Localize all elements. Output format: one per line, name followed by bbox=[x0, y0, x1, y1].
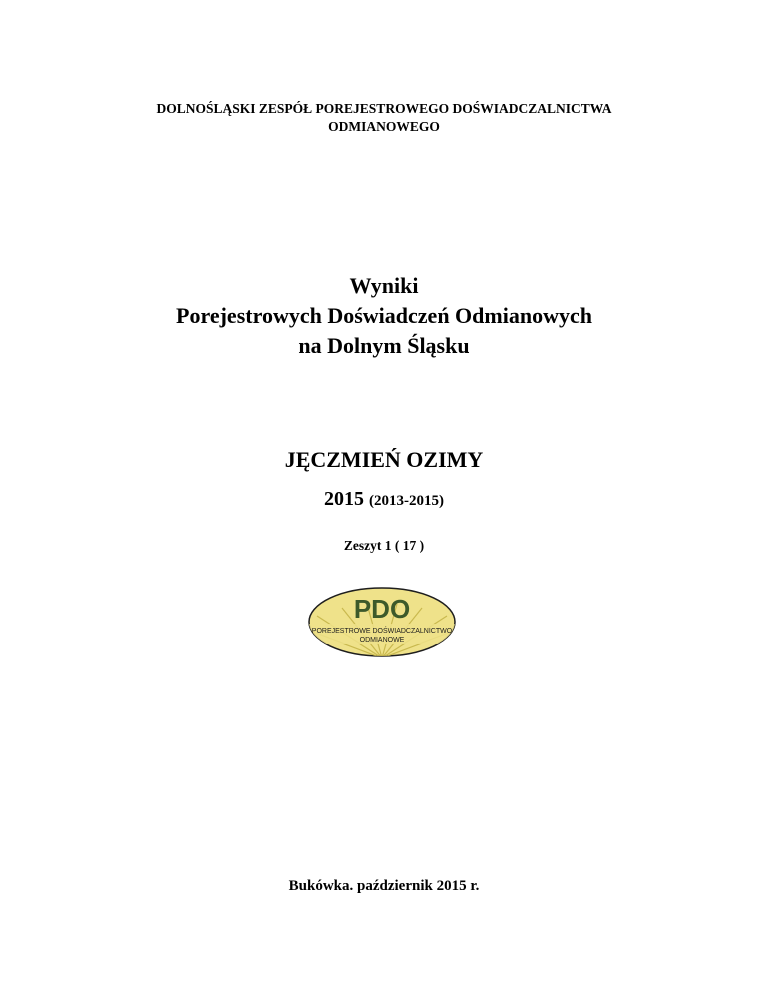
title-line-2: Porejestrowych Doświadczeń Odmianowych bbox=[176, 303, 592, 328]
place-and-date: Bukówka. październik 2015 r. bbox=[288, 878, 480, 894]
organization-header bbox=[0, 100, 768, 136]
organization-line-2: ODMIANOWEGO bbox=[328, 119, 440, 134]
year: 2015 bbox=[324, 488, 364, 510]
year-line bbox=[0, 486, 768, 514]
logo-abbreviation: PDO bbox=[353, 594, 411, 624]
document-title bbox=[0, 271, 768, 361]
title-line-1: Wyniki bbox=[349, 273, 419, 298]
issue-number: Zeszyt 1 ( 17 ) bbox=[343, 538, 425, 553]
organization-line-1: DOLNOŚLĄSKI ZESPÓŁ POREJESTROWEGO DOŚWIADCZALNICTWA bbox=[156, 101, 612, 116]
year-range: (2013-2015) bbox=[369, 493, 444, 509]
logo-subtitle-line-2: ODMIANOWE bbox=[359, 637, 405, 644]
pdo-logo bbox=[307, 586, 457, 658]
pdo-logo-graphic bbox=[307, 586, 457, 658]
crop-name: JĘCZMIEŃ OZIMY bbox=[284, 447, 484, 472]
logo-subtitle-line-1: POREJESTROWE DOŚWIADCZALNICTWO bbox=[311, 628, 453, 635]
title-line-3: na Dolnym Śląsku bbox=[298, 333, 470, 358]
